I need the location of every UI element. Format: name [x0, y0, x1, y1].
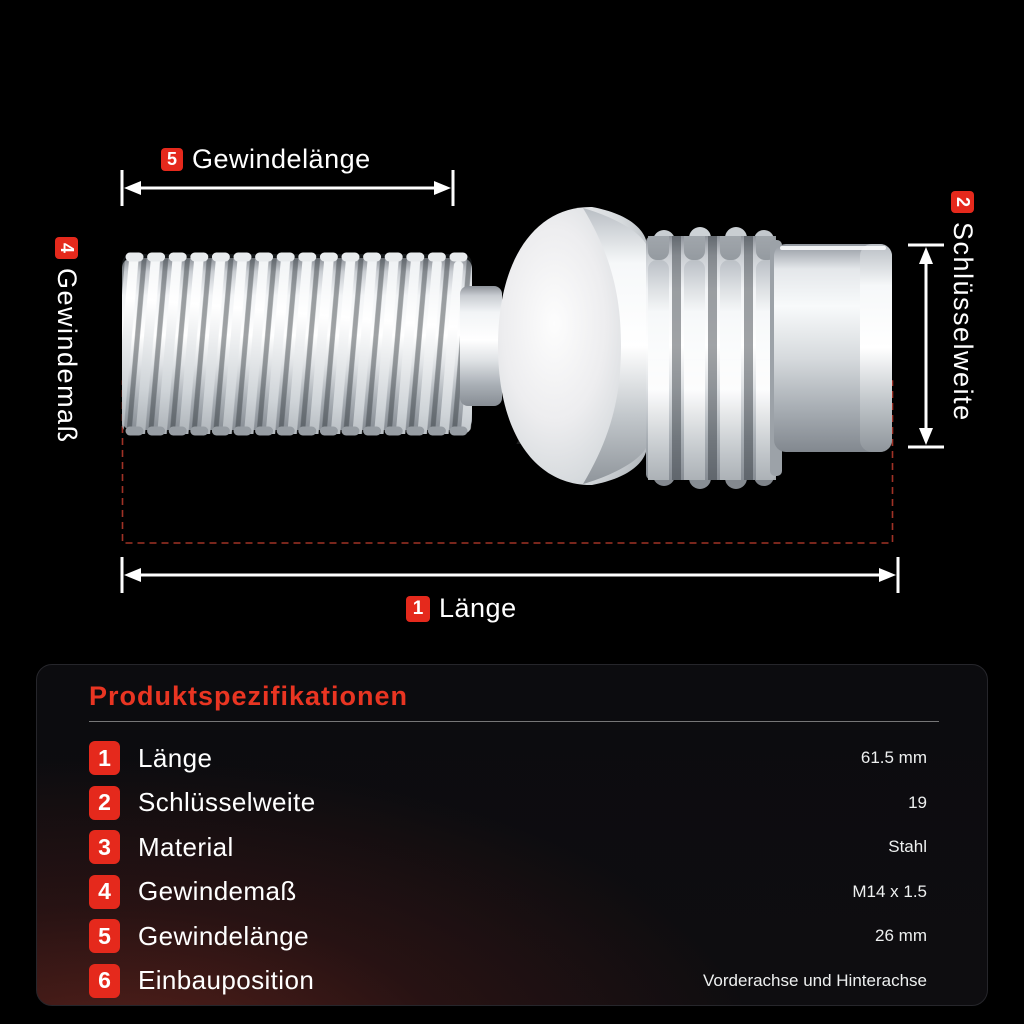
row-number-badge: 6 — [89, 964, 120, 998]
row-label: Schlüsselweite — [138, 787, 316, 818]
callout-label: Gewindemaß — [52, 268, 82, 444]
spec-card-title: Produktspezifikationen — [89, 681, 409, 711]
schluesselweite-arrow — [908, 245, 944, 447]
spec-row-material — [37, 825, 987, 870]
laenge-arrow — [122, 557, 898, 593]
row-number-badge: 1 — [89, 741, 120, 775]
row-label: Gewindelänge — [138, 920, 310, 951]
spec-card — [36, 664, 988, 1006]
row-number-badge: 3 — [89, 830, 120, 864]
spec-row-einbauposition — [37, 959, 987, 1004]
callout-gewindelaenge — [161, 144, 371, 175]
spec-row-gewindelaenge — [37, 914, 987, 959]
row-label: Einbauposition — [138, 965, 315, 996]
row-value: M14 x 1.5 — [852, 881, 927, 901]
gewindelaenge-arrow — [122, 170, 453, 206]
spec-rows — [37, 736, 987, 1003]
row-label: Material — [138, 831, 234, 862]
callout-label: Gewindelänge — [192, 144, 371, 174]
row-value: Stahl — [888, 837, 927, 857]
spec-row-laenge — [37, 736, 987, 781]
callout-number-badge: 5 — [161, 148, 183, 171]
row-value: 26 mm — [875, 926, 927, 946]
spec-row-gewindemass — [37, 870, 987, 915]
row-label: Gewindemaß — [138, 876, 297, 907]
row-value: 61.5 mm — [860, 748, 927, 768]
spec-row-schluesselweite — [37, 781, 987, 826]
wheel-bolt — [122, 207, 892, 489]
callout-number-badge: 2 — [951, 191, 974, 213]
row-number-badge: 4 — [89, 875, 120, 909]
row-label: Länge — [138, 742, 213, 773]
callout-label: Schlüsselweite — [948, 222, 978, 422]
callout-number-badge: 4 — [55, 237, 78, 259]
callout-label: Länge — [439, 593, 517, 623]
row-number-badge: 2 — [89, 786, 120, 820]
callout-gewindemass — [51, 237, 82, 444]
row-value: 19 — [908, 792, 927, 812]
callout-laenge — [406, 593, 517, 624]
callout-schluesselweite — [947, 191, 978, 422]
divider — [89, 721, 939, 722]
row-value: Vorderachse und Hinterachse — [703, 970, 927, 990]
callout-number-badge: 1 — [406, 596, 430, 622]
row-number-badge: 5 — [89, 919, 120, 953]
